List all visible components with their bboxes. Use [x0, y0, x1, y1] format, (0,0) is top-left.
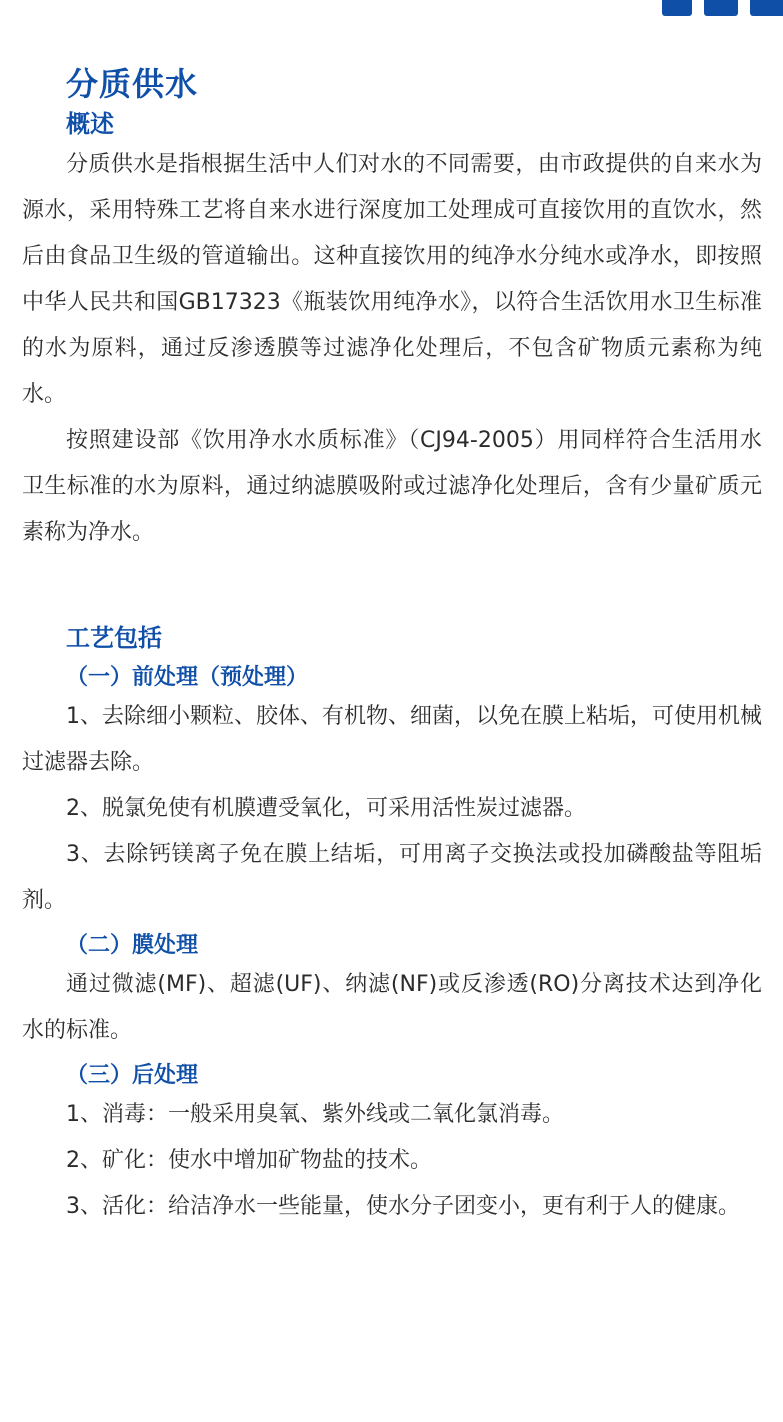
overview-paragraph-2: 按照建设部《饮用净水水质标准》（CJ94-2005）用同样符合生活用水卫生标准的水为原料，通过纳滤膜吸附或过滤净化处理后，含有少量矿质元素称为净水。 [22, 428, 762, 545]
overview-paragraph-1: 分质供水是指根据生活中人们对水的不同需要，由市政提供的自来水为源水，采用特殊工艺将自来水进行深度加工处理成可直接饮用的直饮水，然后由食品卫生级的管道输出。这种直接饮用的纯净水分纯水或净水，即按照中华人民共和国GB17323《瓶装饮用纯净水》，以符合生活饮用水卫生标准的水为原料，通过反渗透膜等过滤净化处理后，不包含矿物质元素称为纯水。 [22, 152, 762, 407]
article [22, 62, 762, 1230]
pre-treatment-item-2: 2、脱氯免使有机膜遭受氧化，可采用活性炭过滤器。 [66, 796, 586, 821]
pre-treatment-item-3: 3、去除钙镁离子免在膜上结垢，可用离子交换法或投加磷酸盐等阻垢剂。 [22, 842, 762, 913]
post-treatment-item-1: 1、消毒：一般采用臭氧、紫外线或二氧化氯消毒。 [66, 1102, 564, 1127]
pre-treatment-heading: （一）前处理（预处理） [66, 665, 309, 690]
pre-treatment-item-1: 1、去除细小颗粒、胶体、有机物、细菌，以免在膜上粘垢，可使用机械过滤器去除。 [22, 704, 762, 775]
membrane-treatment-heading: （二）膜处理 [66, 933, 199, 958]
post-treatment-heading: （三）后处理 [66, 1063, 199, 1088]
post-treatment-item-2: 2、矿化：使水中增加矿物盐的技术。 [66, 1148, 432, 1173]
overview-heading: 概述 [66, 110, 114, 138]
header-decoration [662, 0, 783, 22]
post-treatment-item-3: 3、活化：给洁净水一些能量，使水分子团变小，更有利于人的健康。 [66, 1194, 740, 1219]
membrane-treatment-text: 通过微滤(MF)、超滤(UF)、纳滤(NF)或反渗透(RO)分离技术达到净化水的标准。 [22, 972, 762, 1043]
process-heading: 工艺包括 [66, 624, 162, 652]
page-title: 分质供水 [66, 65, 199, 103]
